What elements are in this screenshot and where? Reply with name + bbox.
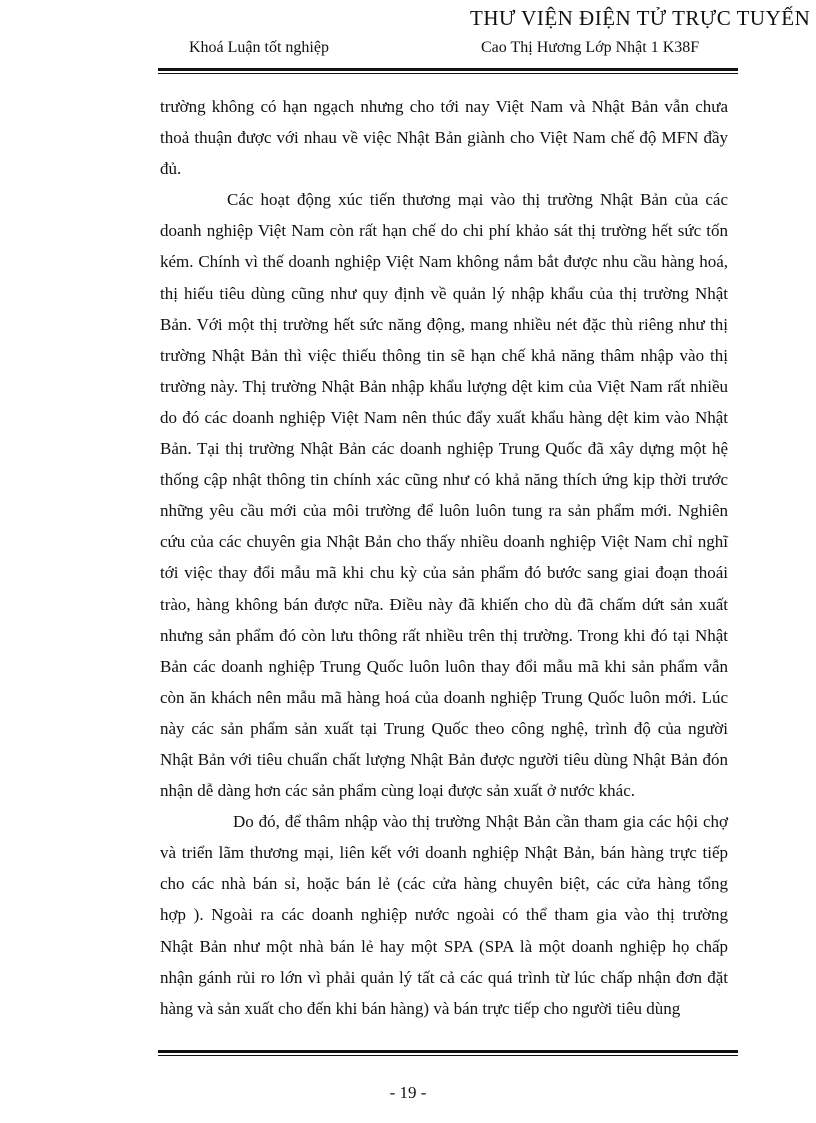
paragraph <box>160 806 728 1024</box>
header-rule-thin <box>158 73 738 74</box>
text-line: do đó các doanh nghiệp Việt Nam nên thúc đẩy xuất khẩu hàng dệt kim vào Nhật <box>160 407 728 427</box>
text-line: cho các nhà bán sỉ, hoặc bán lẻ (các cửa hàng chuyên biệt, các cửa hàng tổng <box>160 874 728 894</box>
text-line: kém. Chính vì thế doanh nghiệp Việt Nam không nắm bắt được nhu cầu hàng hoá, <box>160 252 728 272</box>
text-line: trường không có hạn ngạch nhưng cho tới nay Việt Nam và Nhật Bản vẫn chưa <box>160 97 728 116</box>
library-watermark: THƯ VIỆN ĐIỆN TỬ TRỰC TUYẾN <box>470 6 811 30</box>
text-line: Bản. Tại thị trường Nhật Bản các doanh nghiệp Trung Quốc đã xây dựng một hệ <box>160 439 728 459</box>
text-line: đủ. <box>160 159 182 179</box>
text-line: trào, hàng không bán được nữa. Điều này đã khiến cho dù đã chấm dứt sản xuất <box>160 594 728 614</box>
text-line: Các hoạt động xúc tiến thương mại vào thị trường Nhật Bản của các <box>227 190 728 210</box>
text-line: nhận gánh rủi ro lớn vì phải quản lý tất cả các quá trình từ lúc chấp nhận đơn đặt <box>160 967 728 987</box>
paragraph <box>160 184 728 806</box>
text-line: nhận dễ dàng hơn các sản phẩm cùng loại được sản xuất ở nước khác. <box>160 781 635 801</box>
text-line: Bản. Với một thị trường hết sức năng động, mang nhiều nét đặc thù riêng như thị <box>160 314 728 334</box>
text-line: Bản các doanh nghiệp Trung Quốc luôn luôn thay đổi mẫu mã khi sản phẩm vẫn <box>160 656 728 676</box>
text-line: thoả thuận được với nhau về việc Nhật Bản giành cho Việt Nam chế độ MFN đầy <box>160 128 728 148</box>
footer-rule <box>158 1050 738 1053</box>
text-line: thị hiếu tiêu dùng cũng như quy định về quản lý nhập khẩu của thị trường Nhật <box>160 283 728 303</box>
header-title: Khoá Luận tốt nghiệp <box>189 39 329 56</box>
text-line: doanh nghiệp Việt Nam còn rất hạn chế do chi phí khảo sát thị trường hết sức tốn <box>160 221 728 241</box>
header-author: Cao Thị Hương Lớp Nhật 1 K38F <box>481 39 700 56</box>
text-line: cứu của các chuyên gia Nhật Bản cho thấy nhiều doanh nghiệp Việt Nam chỉ nghĩ <box>160 532 728 552</box>
header-rule <box>158 68 738 71</box>
footer-rule-thin <box>158 1055 738 1056</box>
text-line: hàng và sản xuất cho đến khi bán hàng) và bán trực tiếp cho người tiêu dùng <box>160 998 681 1018</box>
text-line: và triển lãm thương mại, liên kết với doanh nghiệp Nhật Bản, bán hàng trực tiếp <box>160 843 728 863</box>
text-line: thống cập nhật thông tin chính xác cũng như có khả năng thích ứng kịp thời trước <box>160 470 728 490</box>
document-body <box>160 91 728 1024</box>
text-line: trường này. Thị trường Nhật Bản nhập khẩu lượng dệt kim của Việt Nam rất nhiều <box>160 376 728 396</box>
text-line: hợp ). Ngoài ra các doanh nghiệp nước ngoài có thể tham gia vào thị trường <box>160 905 728 925</box>
paragraph <box>160 91 728 184</box>
text-line: nhưng sản phẩm đó còn lưu thông rất nhiều trên thị trường. Trong khi đó tại Nhật <box>160 625 728 645</box>
text-line: trường Nhật Bản thì việc thiếu thông tin sẽ hạn chế khả năng thâm nhập vào thị <box>160 345 728 365</box>
text-line: Nhật Bản như một nhà bán lẻ hay một SPA (SPA là một doanh nghiệp họ chấp <box>160 936 728 956</box>
text-line: Do đó, để thâm nhập vào thị trường Nhật Bản cần tham gia các hội chợ <box>233 812 728 832</box>
text-line: Nhật Bản với tiêu chuẩn chất lượng Nhật Bản được người tiêu dùng Nhật Bản đón <box>160 749 728 769</box>
text-line: tới việc thay đổi mẫu mã khi chu kỳ của sản phẩm đó bước sang giai đoạn thoái <box>160 563 728 583</box>
text-line: còn ăn khách nên mẫu mã hàng hoá của doanh nghiệp Trung Quốc luôn mới. Lúc <box>160 687 728 707</box>
page-number: - 19 - <box>389 1083 427 1102</box>
text-line: những yêu cầu mới của môi trường để luôn luôn tung ra sản phẩm mới. Nghiên <box>160 501 728 521</box>
text-line: này các sản phẩm sản xuất tại Trung Quốc theo công nghệ, trình độ của người <box>160 718 728 738</box>
